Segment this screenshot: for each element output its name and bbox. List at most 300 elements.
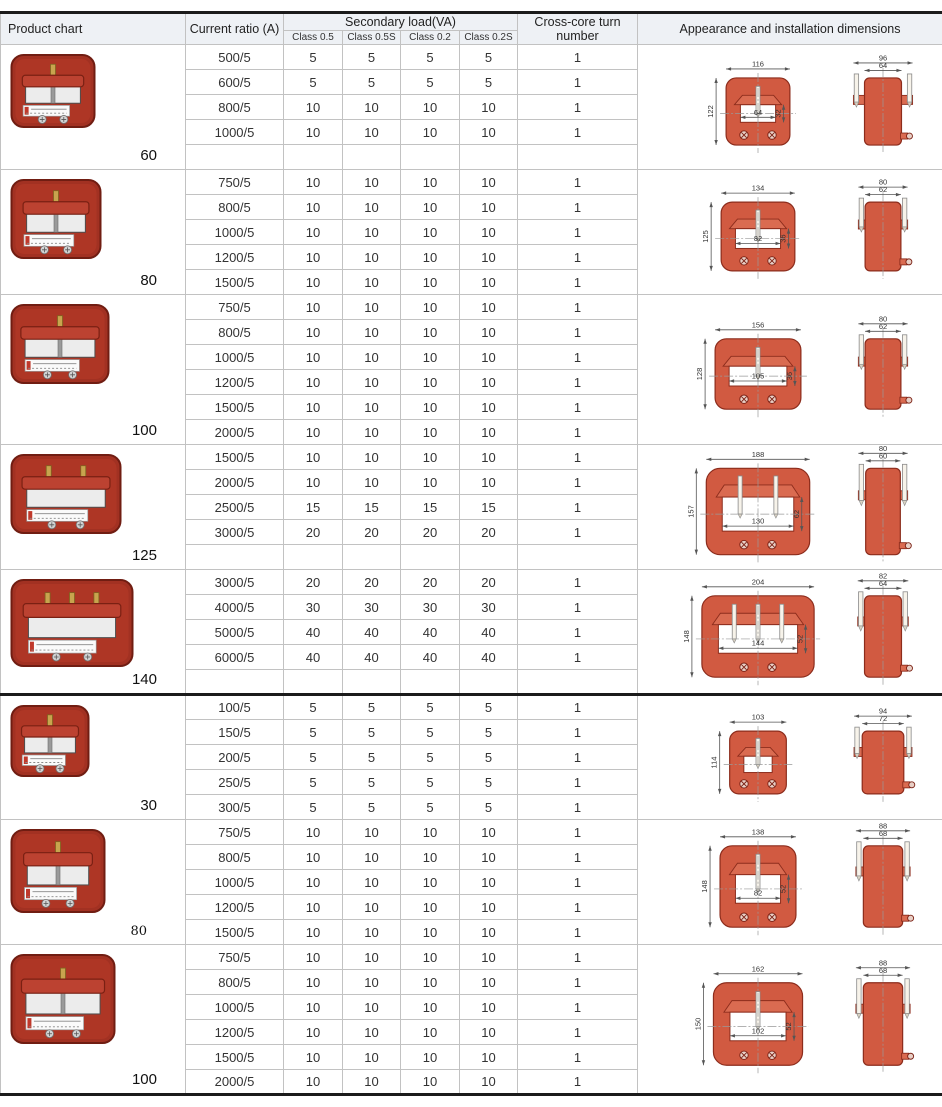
secondary-load-cell: 10 <box>401 1070 460 1095</box>
secondary-load-cell <box>284 545 343 570</box>
secondary-load-cell: 10 <box>284 470 343 495</box>
svg-text:144: 144 <box>751 638 765 648</box>
secondary-load-cell: 10 <box>460 270 518 295</box>
secondary-load-cell: 40 <box>343 620 401 645</box>
table-row <box>1 570 942 595</box>
secondary-load-cell: 15 <box>460 495 518 520</box>
secondary-load-cell: 10 <box>284 345 343 370</box>
secondary-load-cell: 10 <box>284 995 343 1020</box>
secondary-load-cell: 40 <box>401 645 460 670</box>
secondary-load-cell <box>401 145 460 170</box>
secondary-load-cell: 10 <box>460 120 518 145</box>
turn-number-cell: 1 <box>518 195 638 220</box>
current-ratio-cell: 750/5 <box>186 820 284 845</box>
turn-number-cell: 1 <box>518 1020 638 1045</box>
current-ratio-cell: 200/5 <box>186 745 284 770</box>
turn-number-cell: 1 <box>518 170 638 195</box>
svg-text:82: 82 <box>753 888 763 898</box>
secondary-load-cell: 40 <box>460 645 518 670</box>
dimension-drawing <box>640 46 940 163</box>
product-photo-cell <box>1 945 186 1095</box>
secondary-load-cell: 20 <box>284 570 343 595</box>
secondary-load-cell: 10 <box>343 345 401 370</box>
current-ratio-cell: 2500/5 <box>186 495 284 520</box>
svg-text:114: 114 <box>709 756 719 768</box>
secondary-load-cell: 5 <box>343 45 401 70</box>
svg-text:116: 116 <box>752 59 764 69</box>
turn-number-cell: 1 <box>518 820 638 845</box>
dimension-drawing <box>640 821 940 938</box>
secondary-load-cell: 10 <box>460 945 518 970</box>
current-ratio-cell: 250/5 <box>186 770 284 795</box>
turn-number-cell: 1 <box>518 1045 638 1070</box>
header-cross-core: Cross-core turn number <box>518 13 638 45</box>
svg-text:157: 157 <box>686 505 696 518</box>
secondary-load-cell: 10 <box>284 945 343 970</box>
secondary-load-cell: 10 <box>401 1020 460 1045</box>
secondary-load-cell: 5 <box>284 720 343 745</box>
product-photo <box>10 302 110 386</box>
model-label: 80 <box>140 272 157 289</box>
turn-number-cell: 1 <box>518 420 638 445</box>
svg-text:138: 138 <box>751 827 765 837</box>
product-photo-cell <box>1 445 186 570</box>
section-2 <box>1 295 942 445</box>
secondary-load-cell: 5 <box>460 795 518 820</box>
svg-text:130: 130 <box>751 516 765 526</box>
current-ratio-cell: 800/5 <box>186 970 284 995</box>
secondary-load-cell: 10 <box>460 1045 518 1070</box>
turn-number-cell <box>518 670 638 695</box>
secondary-load-cell: 10 <box>343 995 401 1020</box>
secondary-load-cell: 5 <box>284 770 343 795</box>
current-ratio-cell: 1500/5 <box>186 270 284 295</box>
dimension-drawing-cell <box>638 820 942 945</box>
secondary-load-cell: 40 <box>460 620 518 645</box>
secondary-load-cell: 10 <box>343 420 401 445</box>
current-ratio-cell: 1500/5 <box>186 395 284 420</box>
secondary-load-cell: 5 <box>284 45 343 70</box>
secondary-load-cell <box>460 145 518 170</box>
model-label: 60 <box>140 147 157 164</box>
secondary-load-cell: 10 <box>460 95 518 120</box>
table-row <box>1 445 942 470</box>
secondary-load-cell: 10 <box>343 970 401 995</box>
secondary-load-cell: 10 <box>343 245 401 270</box>
current-ratio-cell: 1000/5 <box>186 870 284 895</box>
turn-number-cell: 1 <box>518 95 638 120</box>
secondary-load-cell: 10 <box>284 970 343 995</box>
table-row <box>1 820 942 845</box>
secondary-load-cell: 5 <box>460 720 518 745</box>
secondary-load-cell: 20 <box>401 520 460 545</box>
secondary-load-cell: 20 <box>460 520 518 545</box>
secondary-load-cell: 5 <box>401 745 460 770</box>
product-photo-cell <box>1 45 186 170</box>
svg-text:162: 162 <box>751 963 765 973</box>
secondary-load-cell: 10 <box>284 245 343 270</box>
svg-text:94: 94 <box>878 706 888 716</box>
product-photo <box>10 703 90 779</box>
section-6 <box>1 820 942 945</box>
secondary-load-cell: 30 <box>401 595 460 620</box>
header-row-main <box>1 13 942 31</box>
secondary-load-cell: 10 <box>401 295 460 320</box>
current-ratio-cell: 1000/5 <box>186 345 284 370</box>
svg-text:96: 96 <box>878 53 888 63</box>
secondary-load-cell: 10 <box>343 395 401 420</box>
product-photo <box>10 177 102 261</box>
turn-number-cell: 1 <box>518 220 638 245</box>
current-ratio-cell: 2000/5 <box>186 470 284 495</box>
current-ratio-cell: 100/5 <box>186 695 284 720</box>
secondary-load-cell: 10 <box>460 995 518 1020</box>
turn-number-cell: 1 <box>518 70 638 95</box>
turn-number-cell: 1 <box>518 995 638 1020</box>
svg-text:64: 64 <box>753 107 763 117</box>
secondary-load-cell: 10 <box>343 195 401 220</box>
current-ratio-cell: 1000/5 <box>186 995 284 1020</box>
secondary-load-cell: 20 <box>401 570 460 595</box>
section-3 <box>1 445 942 570</box>
secondary-load-cell: 10 <box>460 345 518 370</box>
secondary-load-cell: 10 <box>460 445 518 470</box>
svg-text:80: 80 <box>878 446 888 453</box>
svg-text:82: 82 <box>878 570 888 580</box>
turn-number-cell: 1 <box>518 945 638 970</box>
secondary-load-cell <box>343 545 401 570</box>
table-row <box>1 295 942 320</box>
turn-number-cell: 1 <box>518 695 638 720</box>
secondary-load-cell: 30 <box>343 595 401 620</box>
secondary-load-cell: 10 <box>460 320 518 345</box>
current-ratio-cell: 1200/5 <box>186 1020 284 1045</box>
current-ratio-cell: 750/5 <box>186 170 284 195</box>
current-ratio-cell: 750/5 <box>186 295 284 320</box>
secondary-load-cell: 15 <box>401 495 460 520</box>
svg-text:36: 36 <box>778 234 788 243</box>
turn-number-cell: 1 <box>518 770 638 795</box>
secondary-load-cell: 10 <box>284 170 343 195</box>
svg-text:60: 60 <box>878 451 888 461</box>
secondary-load-cell: 10 <box>343 295 401 320</box>
section-5 <box>1 695 942 820</box>
dimension-drawing-cell <box>638 295 942 445</box>
svg-text:148: 148 <box>700 880 710 893</box>
secondary-load-cell: 10 <box>401 970 460 995</box>
current-ratio-cell: 1500/5 <box>186 1045 284 1070</box>
product-photo <box>10 952 116 1046</box>
secondary-load-cell: 10 <box>343 870 401 895</box>
svg-text:52: 52 <box>778 884 788 894</box>
current-ratio-cell: 300/5 <box>186 795 284 820</box>
secondary-load-cell: 10 <box>460 370 518 395</box>
svg-text:52: 52 <box>784 1021 794 1031</box>
secondary-load-cell: 10 <box>284 1020 343 1045</box>
secondary-load-cell: 10 <box>284 270 343 295</box>
svg-text:32: 32 <box>773 109 783 118</box>
current-ratio-cell: 2000/5 <box>186 1070 284 1095</box>
table-row <box>1 945 942 970</box>
turn-number-cell: 1 <box>518 895 638 920</box>
dimension-drawing-cell <box>638 570 942 695</box>
secondary-load-cell <box>343 145 401 170</box>
secondary-load-cell: 10 <box>401 320 460 345</box>
secondary-load-cell: 10 <box>343 320 401 345</box>
secondary-load-cell: 10 <box>343 95 401 120</box>
secondary-load-cell: 10 <box>343 1070 401 1095</box>
current-ratio-cell: 1200/5 <box>186 370 284 395</box>
secondary-load-cell: 10 <box>401 170 460 195</box>
svg-text:62: 62 <box>878 321 888 331</box>
turn-number-cell: 1 <box>518 845 638 870</box>
secondary-load-cell: 20 <box>343 520 401 545</box>
secondary-load-cell: 10 <box>401 1045 460 1070</box>
current-ratio-cell: 1000/5 <box>186 220 284 245</box>
svg-text:134: 134 <box>751 183 765 193</box>
secondary-load-cell: 10 <box>343 945 401 970</box>
secondary-load-cell: 10 <box>460 970 518 995</box>
secondary-load-cell: 10 <box>284 820 343 845</box>
secondary-load-cell: 10 <box>284 870 343 895</box>
secondary-load-cell: 40 <box>284 645 343 670</box>
svg-text:204: 204 <box>751 576 765 586</box>
table-row <box>1 695 942 720</box>
secondary-load-cell: 10 <box>401 95 460 120</box>
product-spec-table <box>0 11 942 1096</box>
secondary-load-cell: 5 <box>401 720 460 745</box>
product-photo-cell <box>1 570 186 695</box>
secondary-load-cell: 40 <box>401 620 460 645</box>
model-label: 30 <box>140 797 157 814</box>
dimension-drawing <box>640 171 940 288</box>
model-label: 80 <box>130 924 147 939</box>
turn-number-cell <box>518 145 638 170</box>
header-class-05: Class 0.5 <box>284 31 343 45</box>
svg-text:68: 68 <box>878 828 888 838</box>
turn-number-cell: 1 <box>518 445 638 470</box>
secondary-load-cell: 40 <box>343 645 401 670</box>
secondary-load-cell <box>401 545 460 570</box>
svg-text:80: 80 <box>878 314 888 324</box>
secondary-load-cell: 5 <box>460 45 518 70</box>
svg-text:62: 62 <box>791 509 801 519</box>
secondary-load-cell: 10 <box>460 870 518 895</box>
turn-number-cell: 1 <box>518 570 638 595</box>
secondary-load-cell: 10 <box>343 845 401 870</box>
secondary-load-cell: 30 <box>460 595 518 620</box>
secondary-load-cell: 10 <box>460 895 518 920</box>
current-ratio-cell: 4000/5 <box>186 595 284 620</box>
secondary-load-cell: 10 <box>460 820 518 845</box>
table-row <box>1 170 942 195</box>
secondary-load-cell: 20 <box>460 570 518 595</box>
turn-number-cell: 1 <box>518 870 638 895</box>
secondary-load-cell: 5 <box>343 695 401 720</box>
secondary-load-cell: 5 <box>460 695 518 720</box>
svg-text:128: 128 <box>695 367 705 381</box>
secondary-load-cell: 10 <box>343 470 401 495</box>
dimension-drawing-cell <box>638 45 942 170</box>
secondary-load-cell: 10 <box>460 1020 518 1045</box>
turn-number-cell: 1 <box>518 795 638 820</box>
secondary-load-cell <box>343 670 401 695</box>
secondary-load-cell: 5 <box>401 70 460 95</box>
current-ratio-cell <box>186 145 284 170</box>
secondary-load-cell: 10 <box>460 195 518 220</box>
svg-text:150: 150 <box>693 1017 703 1030</box>
dimension-drawing <box>640 446 940 563</box>
current-ratio-cell: 1500/5 <box>186 445 284 470</box>
secondary-load-cell: 10 <box>460 1070 518 1095</box>
product-photo-cell <box>1 295 186 445</box>
svg-text:102: 102 <box>751 1025 765 1035</box>
turn-number-cell: 1 <box>518 920 638 945</box>
secondary-load-cell: 10 <box>343 120 401 145</box>
secondary-load-cell: 10 <box>401 420 460 445</box>
dimension-drawing-cell <box>638 445 942 570</box>
dimension-drawing <box>640 296 940 438</box>
turn-number-cell: 1 <box>518 120 638 145</box>
secondary-load-cell: 10 <box>401 895 460 920</box>
turn-number-cell: 1 <box>518 520 638 545</box>
svg-text:148: 148 <box>681 629 691 643</box>
secondary-load-cell: 10 <box>460 470 518 495</box>
secondary-load-cell: 10 <box>284 395 343 420</box>
model-label: 100 <box>131 422 157 439</box>
secondary-load-cell: 10 <box>401 945 460 970</box>
current-ratio-cell: 1200/5 <box>186 245 284 270</box>
svg-text:62: 62 <box>878 185 888 195</box>
secondary-load-cell: 10 <box>284 895 343 920</box>
secondary-load-cell: 5 <box>401 45 460 70</box>
secondary-load-cell: 30 <box>284 595 343 620</box>
secondary-load-cell: 10 <box>401 270 460 295</box>
header-class-05s: Class 0.5S <box>343 31 401 45</box>
secondary-load-cell: 5 <box>401 695 460 720</box>
dimension-drawing-cell <box>638 945 942 1095</box>
current-ratio-cell: 2000/5 <box>186 420 284 445</box>
svg-text:36: 36 <box>784 371 794 381</box>
current-ratio-cell: 800/5 <box>186 95 284 120</box>
secondary-load-cell: 10 <box>343 270 401 295</box>
secondary-load-cell: 10 <box>284 220 343 245</box>
header-secondary-load: Secondary load(VA) <box>284 13 518 31</box>
svg-text:125: 125 <box>701 230 711 243</box>
turn-number-cell: 1 <box>518 270 638 295</box>
model-label: 100 <box>131 1071 157 1088</box>
svg-text:88: 88 <box>878 957 888 967</box>
turn-number-cell: 1 <box>518 245 638 270</box>
model-label: 140 <box>131 671 157 688</box>
section-7 <box>1 945 942 1095</box>
secondary-load-cell: 5 <box>343 745 401 770</box>
svg-text:68: 68 <box>878 965 888 975</box>
secondary-load-cell: 10 <box>284 120 343 145</box>
turn-number-cell: 1 <box>518 345 638 370</box>
svg-text:52: 52 <box>795 634 805 643</box>
secondary-load-cell: 10 <box>401 920 460 945</box>
dimension-drawing <box>640 697 940 814</box>
secondary-load-cell: 10 <box>284 420 343 445</box>
header-appearance: Appearance and installation dimensions <box>638 13 942 45</box>
secondary-load-cell: 10 <box>284 445 343 470</box>
secondary-load-cell: 10 <box>343 370 401 395</box>
product-photo-cell <box>1 695 186 820</box>
product-photo-cell <box>1 170 186 295</box>
secondary-load-cell <box>460 545 518 570</box>
svg-text:64: 64 <box>878 578 888 588</box>
secondary-load-cell: 10 <box>284 195 343 220</box>
secondary-load-cell: 10 <box>343 920 401 945</box>
secondary-load-cell: 10 <box>401 345 460 370</box>
dimension-drawing-cell <box>638 695 942 820</box>
svg-text:156: 156 <box>751 320 765 330</box>
turn-number-cell: 1 <box>518 495 638 520</box>
svg-text:72: 72 <box>878 713 888 723</box>
svg-text:82: 82 <box>753 233 763 243</box>
secondary-load-cell: 10 <box>284 845 343 870</box>
secondary-load-cell: 10 <box>343 820 401 845</box>
turn-number-cell: 1 <box>518 645 638 670</box>
svg-text:64: 64 <box>878 60 888 70</box>
current-ratio-cell: 1500/5 <box>186 920 284 945</box>
secondary-load-cell: 10 <box>284 920 343 945</box>
secondary-load-cell: 10 <box>460 295 518 320</box>
current-ratio-cell: 1200/5 <box>186 895 284 920</box>
secondary-load-cell: 15 <box>284 495 343 520</box>
header-class-02s: Class 0.2S <box>460 31 518 45</box>
product-photo <box>10 827 106 915</box>
current-ratio-cell: 6000/5 <box>186 645 284 670</box>
secondary-load-cell: 10 <box>460 845 518 870</box>
secondary-load-cell: 10 <box>284 370 343 395</box>
secondary-load-cell: 10 <box>343 1020 401 1045</box>
current-ratio-cell: 150/5 <box>186 720 284 745</box>
dimension-drawing-cell <box>638 170 942 295</box>
header-current-ratio: Current ratio (A) <box>186 13 284 45</box>
secondary-load-cell: 10 <box>401 870 460 895</box>
secondary-load-cell: 10 <box>401 445 460 470</box>
secondary-load-cell: 5 <box>284 70 343 95</box>
secondary-load-cell: 40 <box>284 620 343 645</box>
secondary-load-cell: 5 <box>343 770 401 795</box>
secondary-load-cell: 10 <box>284 95 343 120</box>
secondary-load-cell: 10 <box>460 170 518 195</box>
secondary-load-cell <box>401 670 460 695</box>
model-label: 125 <box>131 547 157 564</box>
secondary-load-cell: 5 <box>284 795 343 820</box>
secondary-load-cell: 10 <box>343 895 401 920</box>
secondary-load-cell: 5 <box>460 745 518 770</box>
secondary-load-cell: 10 <box>401 195 460 220</box>
secondary-load-cell: 10 <box>460 395 518 420</box>
svg-text:188: 188 <box>751 449 765 459</box>
secondary-load-cell <box>460 670 518 695</box>
secondary-load-cell: 10 <box>401 370 460 395</box>
current-ratio-cell: 500/5 <box>186 45 284 70</box>
turn-number-cell: 1 <box>518 295 638 320</box>
secondary-load-cell <box>284 145 343 170</box>
turn-number-cell: 1 <box>518 620 638 645</box>
secondary-load-cell: 10 <box>401 395 460 420</box>
current-ratio-cell: 800/5 <box>186 195 284 220</box>
secondary-load-cell: 10 <box>401 820 460 845</box>
product-photo <box>10 452 122 536</box>
secondary-load-cell: 5 <box>401 770 460 795</box>
section-1 <box>1 170 942 295</box>
current-ratio-cell: 600/5 <box>186 70 284 95</box>
